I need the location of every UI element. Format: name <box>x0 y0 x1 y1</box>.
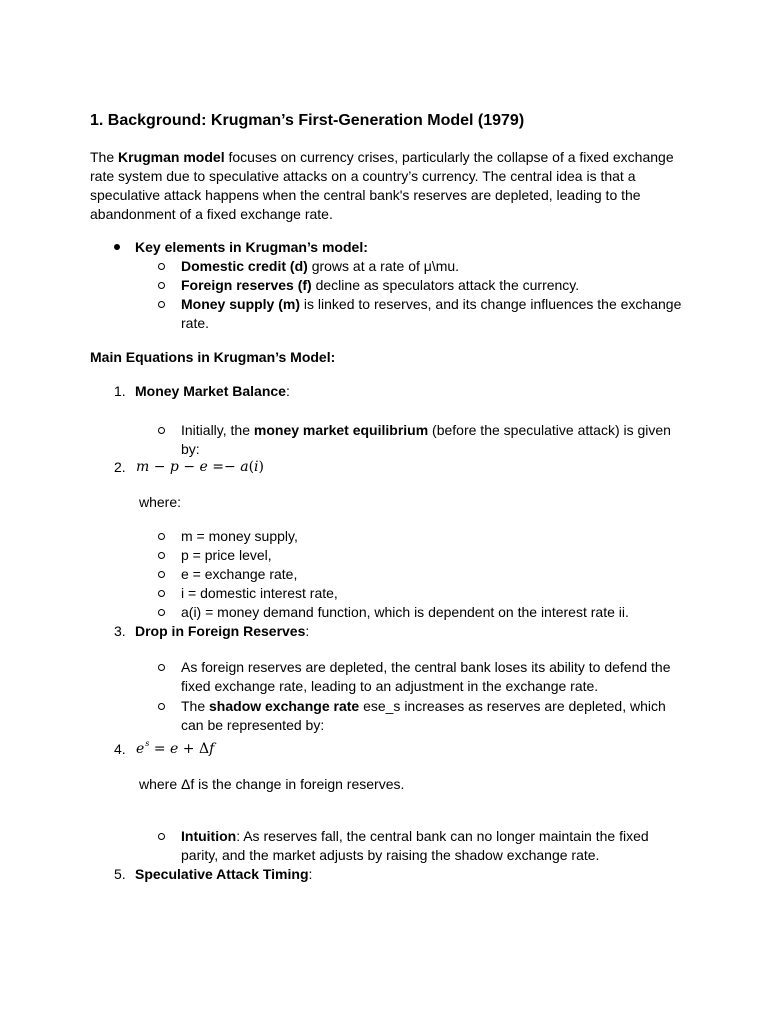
eq-var: i <box>254 459 259 475</box>
sub-bullet <box>158 664 165 671</box>
list-number: 1. <box>114 383 126 399</box>
sub-bullet <box>158 833 165 840</box>
list-item-5 <box>135 865 312 883</box>
intuition-item <box>181 827 649 845</box>
list-item-3 <box>135 622 309 640</box>
sub-bullet <box>158 571 165 578</box>
eq-superscript: s <box>145 739 150 748</box>
where-label: where: <box>139 494 182 510</box>
variable-definition: p = price level, <box>181 547 272 563</box>
eq-paren: ) <box>258 459 264 475</box>
sub-item-pre: The <box>181 698 210 714</box>
sub-item-line: fixed exchange rate, leading to an adjustment in the exchange rate. <box>181 678 599 694</box>
item-bold: Money supply (m) <box>181 296 301 312</box>
eq-var: p <box>169 459 179 475</box>
eq-paren: ( <box>248 459 255 475</box>
variable-definition: i = domestic interest rate, <box>181 585 338 601</box>
intuition-cont: parity, and the market adjusts by raising the shadow exchange rate. <box>181 847 600 863</box>
sub-bullet <box>158 590 165 597</box>
sub-bullet <box>158 533 165 540</box>
bullet-dot <box>114 244 120 250</box>
list-number: 4. <box>114 741 126 757</box>
eq-var: e <box>136 741 145 757</box>
eq-var: e <box>199 459 208 475</box>
key-element-item <box>181 276 579 294</box>
item-bold: Foreign reserves (f) <box>181 277 312 293</box>
eq-var: f <box>209 741 215 757</box>
section-heading: 1. Background: Krugman’s First-Generation Model (1979) <box>90 112 525 129</box>
sub-item-bold: shadow exchange rate <box>209 698 360 714</box>
money-market-equation <box>136 458 264 476</box>
item-bold: Drop in Foreign Reserves <box>135 623 306 639</box>
eq-op: − <box>149 459 170 475</box>
variable-definition: m = money supply, <box>181 528 298 544</box>
item-bold: Domestic credit (d) <box>181 258 308 274</box>
eq-op: + <box>178 741 199 757</box>
variable-definition: e = exchange rate, <box>181 566 298 582</box>
sub-item-bold: money market equilibrium <box>253 422 429 438</box>
sub-item-cont: by: <box>181 441 200 457</box>
sub-bullet <box>158 301 165 308</box>
intro-line-1-rest: focuses on currency crises, particularly the collapse of a fixed exchange <box>224 149 674 165</box>
item-text: decline as speculators attack the currency. <box>311 277 580 293</box>
intro-lead: The <box>90 149 119 165</box>
intro-line-1 <box>90 148 674 166</box>
item-colon: : <box>305 623 310 639</box>
item-text: is linked to reserves, and its change influences the exchange <box>300 296 682 312</box>
intro-line-3: speculative attack happens when the central bank's reserves are depleted, leading to the <box>90 187 641 203</box>
sub-item-pre: Initially, the <box>181 422 254 438</box>
sub-item <box>181 697 666 715</box>
intro-bold-term: Krugman model <box>118 149 225 165</box>
sub-bullet <box>158 282 165 289</box>
sub-item-post: ese_s increases as reserves are depleted, which <box>359 698 666 714</box>
item-colon: : <box>308 866 313 882</box>
item-bold: Money Market Balance <box>135 383 286 399</box>
shadow-rate-equation <box>136 740 214 760</box>
sub-bullet <box>158 609 165 616</box>
variable-definition: a(i) = money demand function, which is dependent on the interest rate ii. <box>181 604 629 620</box>
eq-op: =− <box>207 459 241 475</box>
item-bold: Speculative Attack Timing <box>135 866 309 882</box>
item-text: grows at a rate of μ\mu. <box>307 258 460 274</box>
list-number: 3. <box>114 623 126 639</box>
intro-line-4: abandonment of a fixed exchange rate. <box>90 206 333 222</box>
sub-item-line: As foreign reserves are depleted, the central bank loses its ability to defend the <box>181 659 671 675</box>
list-item-1 <box>135 382 290 400</box>
key-elements-label: Key elements in Krugman’s model: <box>135 239 368 255</box>
sub-bullet <box>158 552 165 559</box>
eq-delta: Δ <box>198 741 210 757</box>
key-element-item <box>181 257 459 275</box>
list-number: 5. <box>114 866 126 882</box>
sub-item-post: (before the speculative attack) is given <box>428 422 671 438</box>
sub-bullet <box>158 703 165 710</box>
equations-heading: Main Equations in Krugman’s Model: <box>90 349 336 365</box>
equation-explanation: where Δf is the change in foreign reserves. <box>139 776 405 792</box>
sub-bullet <box>158 427 165 434</box>
sub-item-cont: can be represented by: <box>181 717 325 733</box>
intuition-text: : As reserves fall, the central bank can no longer maintain the fixed <box>236 828 649 844</box>
eq-var: e <box>170 741 179 757</box>
eq-var: m <box>136 459 150 475</box>
key-element-item-cont: rate. <box>181 315 210 331</box>
eq-var: a <box>240 459 249 475</box>
item-colon: : <box>285 383 290 399</box>
intro-line-2: rate system due to speculative attacks on a country’s currency. The central idea is that a <box>90 168 636 184</box>
eq-op: = <box>149 741 171 757</box>
sub-bullet <box>158 263 165 270</box>
sub-item <box>181 421 671 439</box>
eq-op: − <box>178 459 200 475</box>
intuition-label: Intuition <box>181 828 237 844</box>
list-number: 2. <box>114 459 126 475</box>
key-element-item <box>181 295 681 313</box>
